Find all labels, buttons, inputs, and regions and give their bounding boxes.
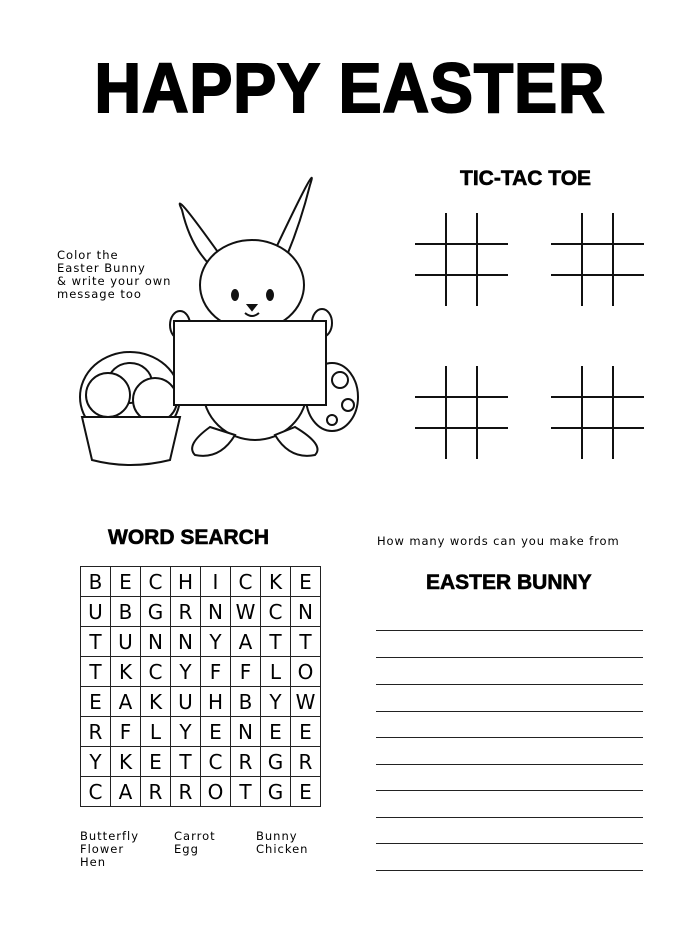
word-item: Butterfly <box>80 829 140 843</box>
tictactoe-board[interactable] <box>415 213 508 306</box>
grid-cell[interactable]: A <box>111 777 141 807</box>
grid-row <box>81 777 321 807</box>
answer-line[interactable] <box>376 657 643 658</box>
grid-cell[interactable]: C <box>201 747 231 777</box>
word-item: Hen <box>80 855 107 869</box>
grid-cell[interactable]: N <box>201 597 231 627</box>
grid-cell[interactable]: F <box>231 657 261 687</box>
grid-cell[interactable]: C <box>261 597 291 627</box>
answer-line[interactable] <box>376 711 643 712</box>
grid-cell[interactable]: A <box>231 627 261 657</box>
grid-cell[interactable]: U <box>111 627 141 657</box>
tictactoe-board[interactable] <box>551 213 644 306</box>
answer-line[interactable] <box>376 870 643 871</box>
grid-cell[interactable]: R <box>171 597 201 627</box>
grid-row <box>81 687 321 717</box>
grid-cell[interactable]: F <box>111 717 141 747</box>
answer-line[interactable] <box>376 630 643 631</box>
grid-cell[interactable]: Y <box>201 627 231 657</box>
answer-line[interactable] <box>376 737 643 738</box>
answer-line[interactable] <box>376 843 643 844</box>
grid-row <box>81 627 321 657</box>
grid-row <box>81 567 321 597</box>
grid-cell[interactable]: K <box>111 657 141 687</box>
word-item: Carrot <box>174 829 216 843</box>
grid-row <box>81 597 321 627</box>
answer-line[interactable] <box>376 817 643 818</box>
answer-line[interactable] <box>376 684 643 685</box>
grid-cell[interactable]: G <box>141 597 171 627</box>
grid-cell[interactable]: R <box>231 747 261 777</box>
answer-line[interactable] <box>376 790 643 791</box>
grid-cell[interactable]: Y <box>171 657 201 687</box>
word-item: Bunny <box>256 829 298 843</box>
grid-cell[interactable]: T <box>261 627 291 657</box>
grid-cell[interactable]: G <box>261 747 291 777</box>
instruction-line: message too <box>57 287 142 301</box>
grid-cell[interactable]: W <box>291 687 321 717</box>
word-search-heading: WORD SEARCH <box>108 526 269 549</box>
grid-cell[interactable]: R <box>141 777 171 807</box>
instruction-line: & write your own <box>57 274 172 288</box>
word-column <box>256 830 336 856</box>
grid-cell[interactable]: B <box>111 597 141 627</box>
grid-cell[interactable]: O <box>291 657 321 687</box>
word-column <box>174 830 254 856</box>
grid-cell[interactable]: E <box>111 567 141 597</box>
grid-cell[interactable]: T <box>231 777 261 807</box>
instruction-line: Color the <box>57 248 119 262</box>
grid-cell[interactable]: W <box>231 597 261 627</box>
grid-cell[interactable]: K <box>141 687 171 717</box>
word-item: Flower <box>80 842 125 856</box>
grid-row <box>81 717 321 747</box>
grid-cell[interactable]: R <box>171 777 201 807</box>
grid-cell[interactable]: L <box>141 717 171 747</box>
easter-bunny-illustration <box>70 165 370 470</box>
grid-cell[interactable]: E <box>81 687 111 717</box>
tictactoe-heading: TIC-TAC TOE <box>460 167 592 190</box>
tictactoe-board[interactable] <box>415 366 508 459</box>
grid-cell[interactable]: T <box>81 657 111 687</box>
grid-cell[interactable]: E <box>291 567 321 597</box>
grid-cell[interactable]: U <box>171 687 201 717</box>
grid-cell[interactable]: F <box>201 657 231 687</box>
grid-cell[interactable]: I <box>201 567 231 597</box>
grid-cell[interactable]: E <box>291 717 321 747</box>
grid-cell[interactable]: E <box>291 777 321 807</box>
grid-cell[interactable]: Y <box>261 687 291 717</box>
word-item: Chicken <box>256 842 309 856</box>
grid-cell[interactable]: B <box>231 687 261 717</box>
grid-cell[interactable]: K <box>261 567 291 597</box>
grid-cell[interactable]: C <box>81 777 111 807</box>
word-item: Egg <box>174 842 199 856</box>
instruction-line: Easter Bunny <box>57 261 146 275</box>
grid-cell[interactable]: U <box>81 597 111 627</box>
grid-cell[interactable]: A <box>111 687 141 717</box>
grid-cell[interactable]: T <box>291 627 321 657</box>
grid-cell[interactable]: C <box>231 567 261 597</box>
grid-cell[interactable]: R <box>291 747 321 777</box>
word-column <box>80 830 180 869</box>
grid-cell[interactable]: T <box>171 747 201 777</box>
tictactoe-board[interactable] <box>551 366 644 459</box>
grid-cell[interactable]: N <box>231 717 261 747</box>
grid-cell[interactable]: E <box>261 717 291 747</box>
grid-cell[interactable]: B <box>81 567 111 597</box>
grid-cell[interactable]: L <box>261 657 291 687</box>
grid-cell[interactable]: H <box>201 687 231 717</box>
grid-cell[interactable]: Y <box>171 717 201 747</box>
word-search-grid <box>80 566 321 807</box>
grid-cell[interactable]: C <box>141 657 171 687</box>
grid-cell[interactable]: N <box>171 627 201 657</box>
answer-line[interactable] <box>376 764 643 765</box>
grid-row <box>81 747 321 777</box>
grid-cell[interactable]: C <box>141 567 171 597</box>
page-title: HAPPY EASTER <box>94 49 606 127</box>
grid-cell[interactable]: G <box>261 777 291 807</box>
word-maker-phrase: EASTER BUNNY <box>426 571 592 594</box>
grid-cell[interactable]: K <box>111 747 141 777</box>
grid-cell[interactable]: T <box>81 627 111 657</box>
grid-cell[interactable]: N <box>291 597 321 627</box>
grid-row <box>81 657 321 687</box>
grid-cell[interactable]: E <box>201 717 231 747</box>
grid-cell[interactable]: R <box>81 717 111 747</box>
grid-cell[interactable]: N <box>141 627 171 657</box>
grid-cell[interactable]: Y <box>81 747 111 777</box>
word-maker-prompt: How many words can you make from <box>377 534 620 548</box>
grid-cell[interactable]: H <box>171 567 201 597</box>
grid-cell[interactable]: O <box>201 777 231 807</box>
grid-cell[interactable]: E <box>141 747 171 777</box>
